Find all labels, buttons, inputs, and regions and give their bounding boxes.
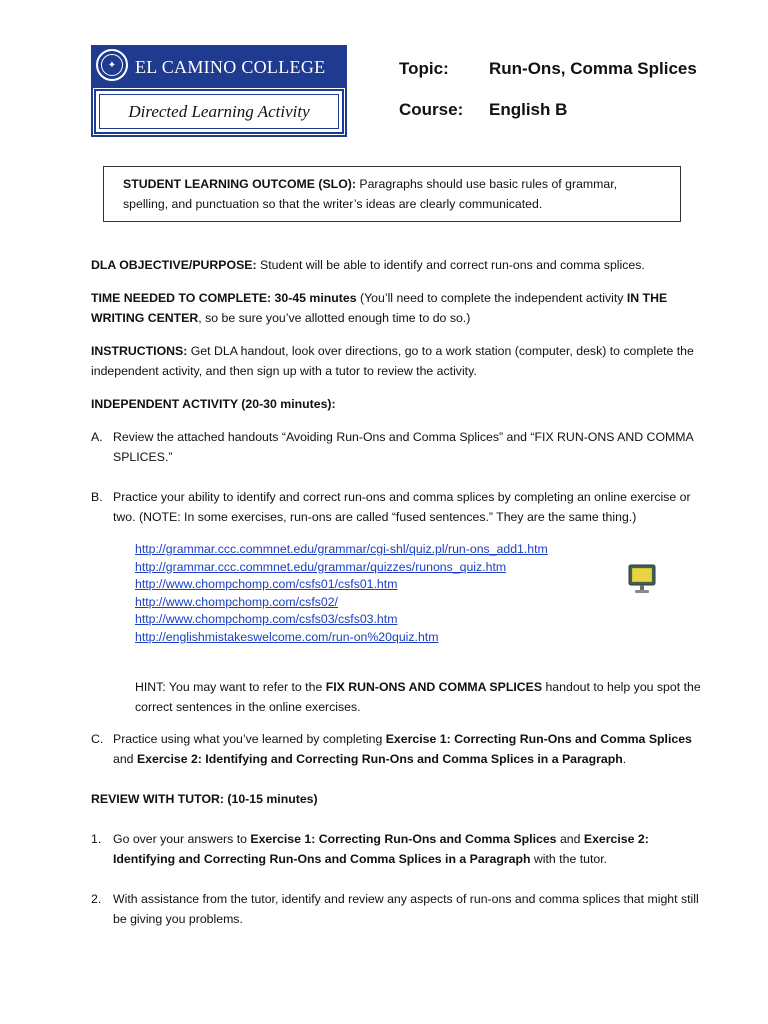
- hint-paragraph: [135, 677, 705, 717]
- exercise-link[interactable]: http://grammar.ccc.commnet.edu/grammar/quizzes/runons_quiz.htm: [135, 559, 507, 574]
- objective-label: DLA OBJECTIVE/PURPOSE:: [91, 258, 257, 272]
- college-name: EL CAMINO COLLEGE: [135, 57, 326, 77]
- instructions-text: Get DLA handout, look over directions, go to a work station (computer, desk) to complete the independent activity, and then sign up with a tutor to review the activity.: [91, 344, 694, 378]
- item-b-marker: B.: [91, 490, 103, 504]
- item-c-marker: C.: [91, 732, 104, 746]
- item-c-text: [113, 729, 703, 769]
- review-item-1-text: [113, 829, 703, 869]
- independent-activity-heading-text: INDEPENDENT ACTIVITY (20-30 minutes):: [91, 397, 336, 411]
- time-needed-label: TIME NEEDED TO COMPLETE: 30-45 minutes: [91, 291, 357, 305]
- time-needed-text-end: , so be sure you’ve allotted enough time to do so.): [198, 311, 471, 325]
- review-item-1-and: and: [556, 832, 584, 846]
- activity-title-box: [94, 89, 344, 134]
- slo-text: Paragraphs should use basic rules of grammar, spelling, and punctuation so that the writer’s ideas are clearly communicated.: [123, 177, 618, 211]
- item-c-text-start: Practice using what you’ve learned by completing: [113, 732, 386, 746]
- item-b-text: Practice your ability to identify and correct run-ons and comma splices by completing an online exercise or two. (NOTE: In some exercises, run-ons are called “fused sentences.” They are the same thing.): [113, 490, 691, 524]
- objective-text: Student will be able to identify and correct run-ons and comma splices.: [256, 258, 645, 272]
- exercise-link[interactable]: http://www.chompchomp.com/csfs02/: [135, 594, 338, 609]
- item-a-marker: A.: [91, 430, 103, 444]
- exercise-link[interactable]: http://grammar.ccc.commnet.edu/grammar/cgi-shl/quiz.pl/run-ons_add1.htm: [135, 542, 548, 556]
- time-needed-text: (You’ll need to complete the independent activity: [356, 291, 627, 305]
- exercise-link[interactable]: http://www.chompchomp.com/csfs03/csfs03.htm: [135, 612, 398, 626]
- topic-value: Run-Ons, Comma Splices: [489, 59, 697, 78]
- exercise-1-title: Exercise 1: Correcting Run-Ons and Comma Splices: [385, 732, 692, 746]
- review-heading: [91, 789, 318, 809]
- instructions-paragraph: [91, 341, 701, 381]
- college-seal-icon: ✦: [96, 49, 128, 81]
- review-exercise-1-title: Exercise 1: Correcting Run-Ons and Comma Splices: [250, 832, 557, 846]
- exercise-link[interactable]: http://englishmistakeswelcome.com/run-on%20quiz.htm: [135, 629, 439, 644]
- course-value: English B: [489, 100, 568, 119]
- item-c-and: and: [113, 752, 137, 766]
- item-a-text: Review the attached handouts “Avoiding Run-Ons and Comma Splices” and “FIX RUN-ONS AND COMMA SPLICES.”: [113, 430, 694, 464]
- review-heading-text: REVIEW WITH TUTOR: (10-15 minutes): [91, 792, 318, 806]
- college-logo: [91, 45, 347, 137]
- activity-title: Directed Learning Activity: [128, 101, 310, 121]
- hint-text-end: handout to help you spot the correct sentences in the online exercises.: [135, 680, 701, 714]
- review-exercise-2-title: Exercise 2: Identifying and Correcting Run-Ons and Comma Splices in a Paragraph: [113, 832, 649, 866]
- review-item-2-text: With assistance from the tutor, identify and review any aspects of run-ons and comma splices that might still be giving you problems.: [113, 892, 699, 926]
- hint-emphasis: FIX RUN-ONS AND COMMA SPLICES: [325, 680, 543, 694]
- logo-banner: [91, 45, 347, 87]
- writing-center-emphasis: IN THE WRITING CENTER: [91, 291, 668, 325]
- time-needed-paragraph: [91, 288, 701, 328]
- objective-paragraph: [91, 255, 701, 275]
- hint-text: HINT: You may want to refer to the: [135, 680, 326, 694]
- review-item-1-marker: 1.: [91, 832, 102, 846]
- computer-monitor-icon: [627, 563, 657, 597]
- item-c-period: .: [622, 752, 627, 766]
- exercise-link[interactable]: http://www.chompchomp.com/csfs01/csfs01.htm: [135, 577, 398, 591]
- review-item-1-start: Go over your answers to: [113, 832, 251, 846]
- instructions-label: INSTRUCTIONS:: [91, 344, 188, 358]
- slo-box: [103, 166, 681, 222]
- exercise-2-title: Exercise 2: Identifying and Correcting Run-Ons and Comma Splices in a Paragraph: [136, 752, 623, 766]
- independent-activity-heading: [91, 394, 336, 414]
- exercise-link-list: [135, 541, 548, 646]
- course-label: Course:: [399, 100, 464, 119]
- review-item-1-end: with the tutor.: [530, 852, 608, 866]
- review-item-2-marker: 2.: [91, 892, 102, 906]
- slo-label: STUDENT LEARNING OUTCOME (SLO):: [123, 177, 356, 191]
- topic-label: Topic:: [399, 59, 449, 78]
